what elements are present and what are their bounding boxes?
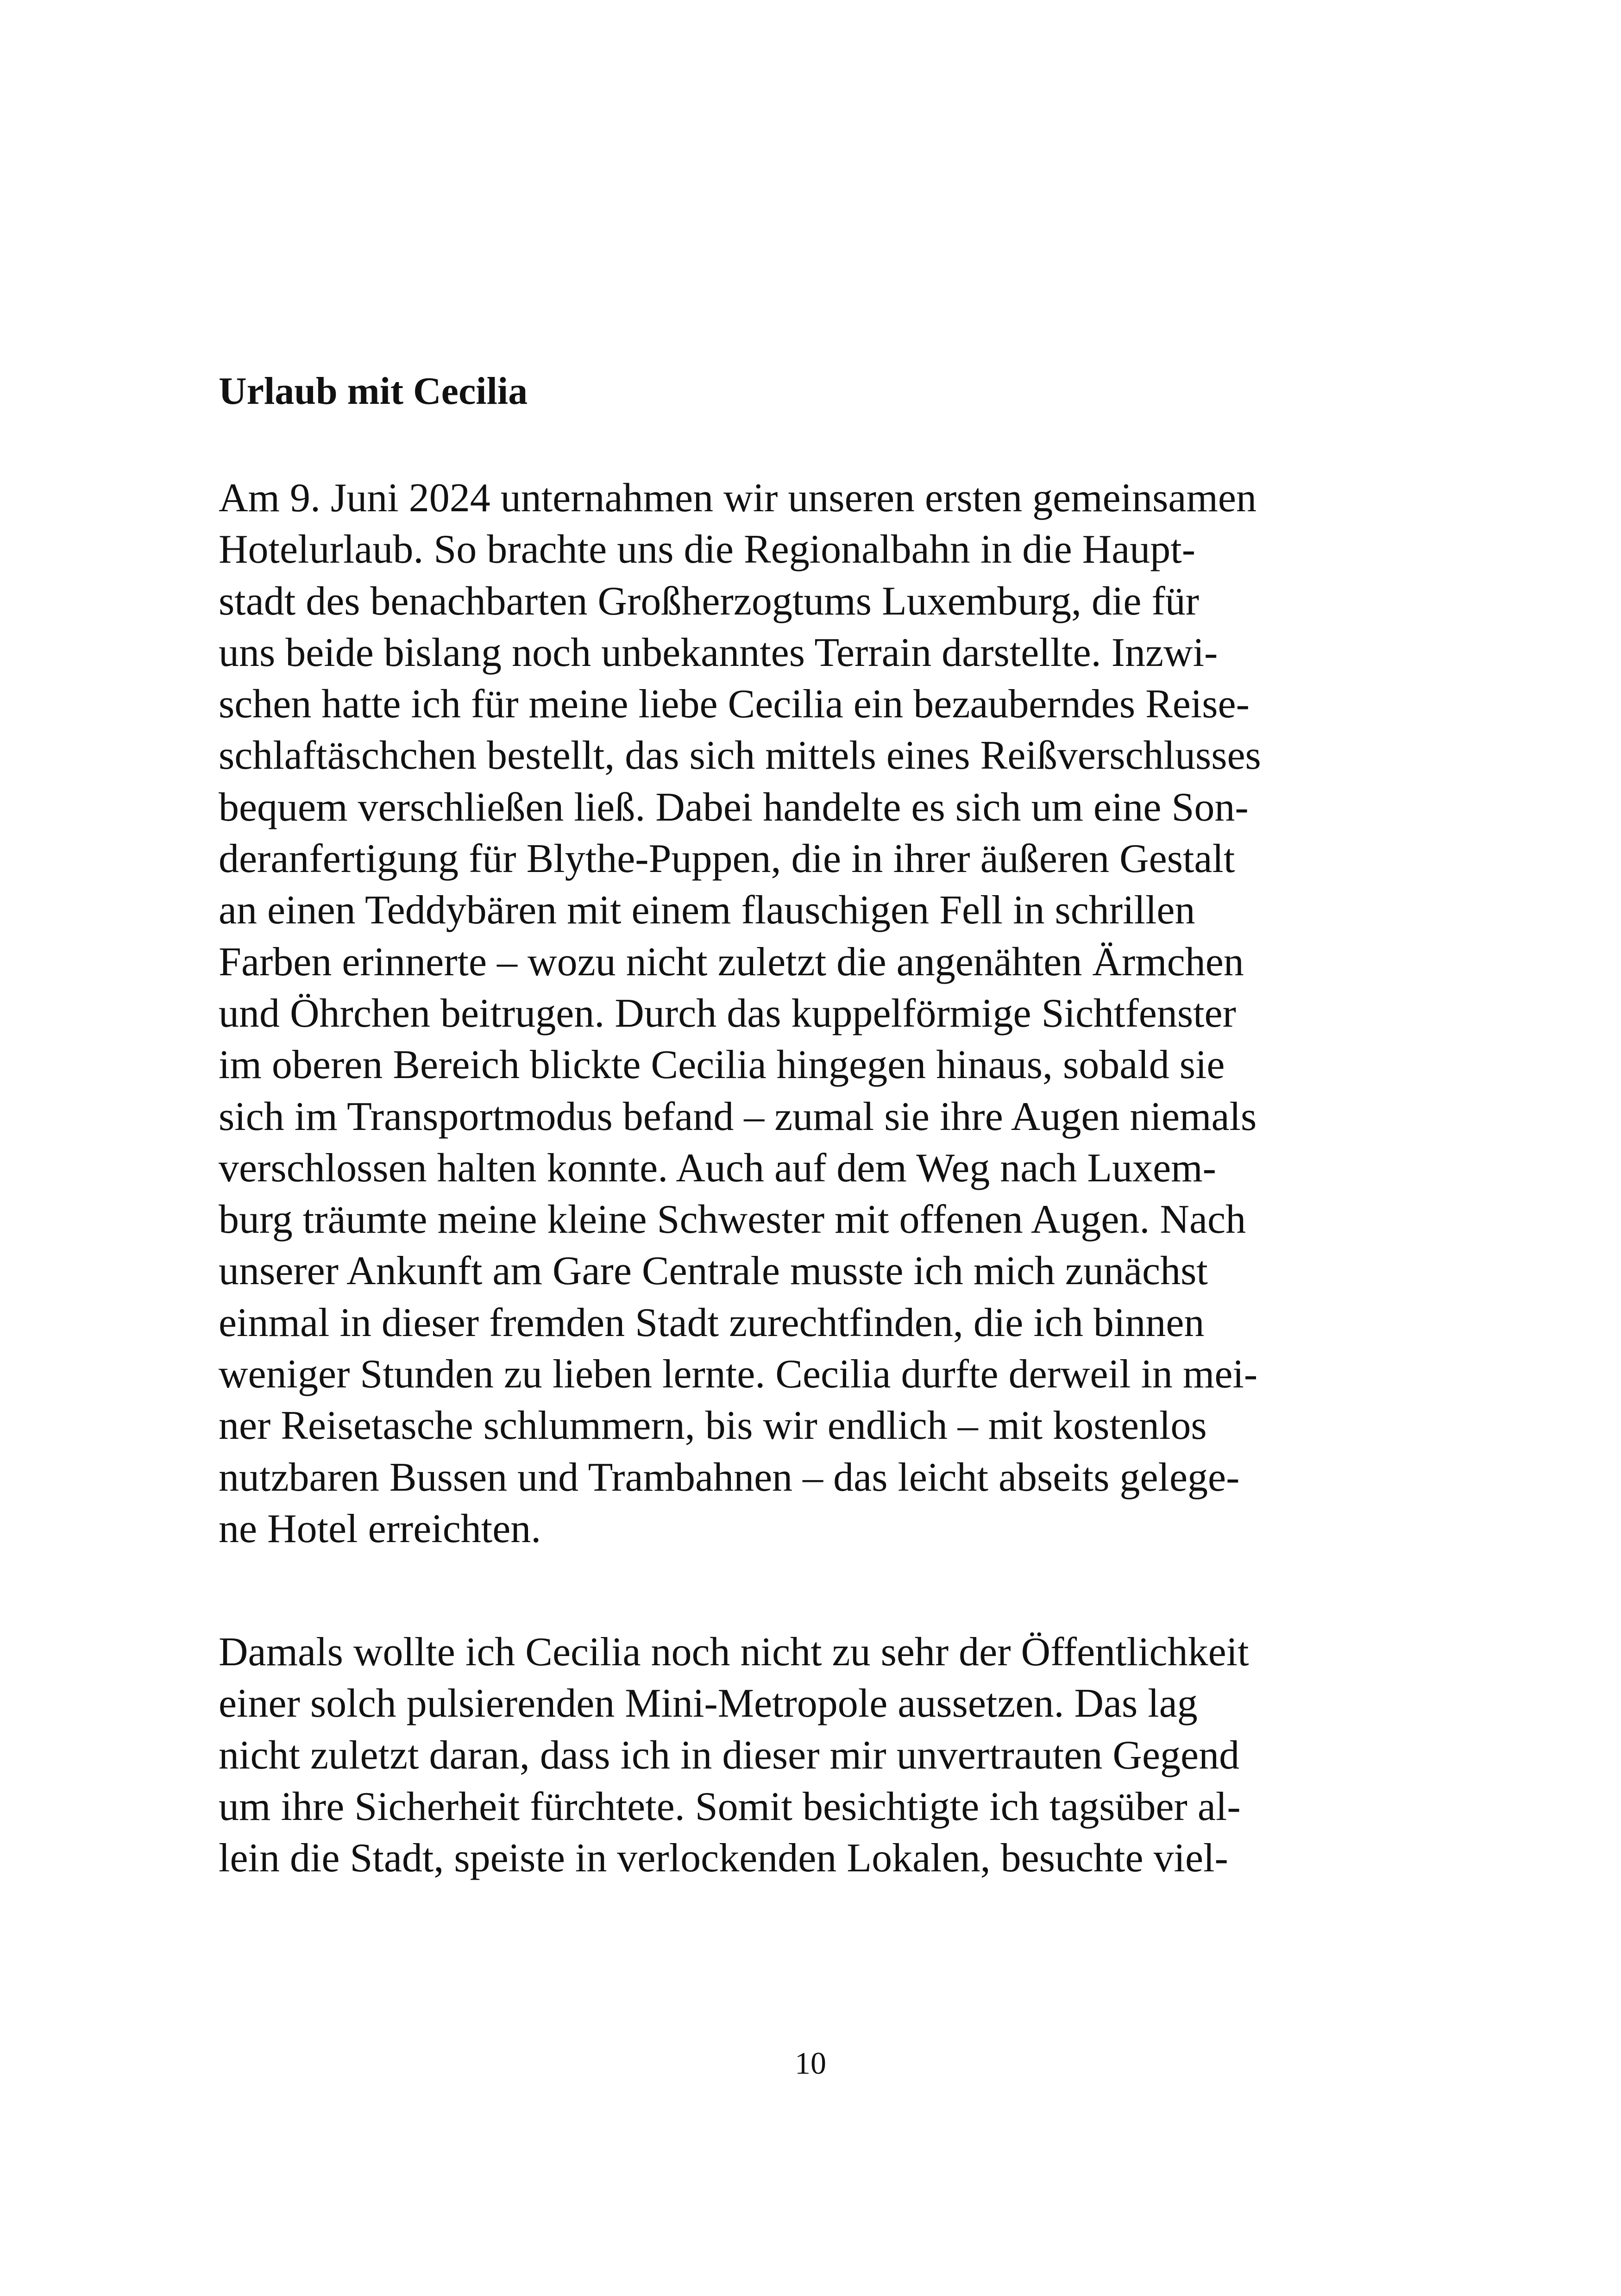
chapter-title: Urlaub mit Cecilia [219, 370, 528, 413]
paragraph-line: uns beide bislang noch unbekanntes Terrain darstellte. Inzwi- [219, 630, 1218, 675]
paragraph-line: schlaftäschchen bestellt, das sich mittels eines Reißverschlusses [219, 733, 1261, 778]
paragraph-line: verschlossen halten konnte. Auch auf dem Weg nach Luxem- [219, 1145, 1216, 1191]
page-number: 10 [795, 2045, 826, 2081]
paragraph-line: nutzbaren Bussen und Trambahnen – das leicht abseits gelege- [219, 1455, 1240, 1500]
paragraph-line: burg träumte meine kleine Schwester mit offenen Augen. Nach [219, 1197, 1246, 1242]
paragraph-line: bequem verschließen ließ. Dabei handelte es sich um eine Son- [219, 784, 1249, 830]
paragraph-line: um ihre Sicherheit fürchtete. Somit besichtigte ich tagsüber al- [219, 1784, 1241, 1829]
paragraph-1 [219, 472, 1423, 1555]
paragraph-line: sich im Transportmodus befand – zumal sie ihre Augen niemals [219, 1094, 1257, 1139]
paragraph-line: Am 9. Juni 2024 unternahmen wir unseren ersten gemeinsamen [219, 476, 1257, 521]
paragraph-line: unserer Ankunft am Gare Centrale musste ich mich zunächst [219, 1248, 1208, 1294]
paragraph-line: an einen Teddybären mit einem flauschigen Fell in schrillen [219, 888, 1195, 933]
paragraph-line: schen hatte ich für meine liebe Cecilia ein bezauberndes Reise- [219, 682, 1250, 727]
paragraph-line: ner Reisetasche schlummern, bis wir endlich – mit kostenlos [219, 1403, 1207, 1449]
paragraph-line: stadt des benachbarten Großherzogtums Luxemburg, die für [219, 578, 1200, 624]
paragraph-line: im oberen Bereich blickte Cecilia hingegen hinaus, sobald sie [219, 1042, 1225, 1088]
paragraph-line: Farben erinnerte – wozu nicht zuletzt die angenähten Ärmchen [219, 939, 1244, 985]
paragraph-line: einer solch pulsierenden Mini-Metropole aussetzen. Das lag [219, 1681, 1198, 1726]
paragraph-line: und Öhrchen beitrugen. Durch das kuppelförmige Sichtfenster [219, 991, 1236, 1036]
paragraph-line: einmal in dieser fremden Stadt zurechtfinden, die ich binnen [219, 1300, 1205, 1345]
paragraph-line: lein die Stadt, speiste in verlockenden Lokalen, besuchte viel- [219, 1836, 1228, 1881]
paragraph-line: Damals wollte ich Cecilia noch nicht zu sehr der Öffentlichkeit [219, 1630, 1249, 1675]
paragraph-line: nicht zuletzt daran, dass ich in dieser mir unvertrauten Gegend [219, 1732, 1240, 1778]
paragraph-line: Hotelurlaub. So brachte uns die Regionalbahn in die Haupt- [219, 527, 1196, 572]
paragraph-2 [219, 1626, 1423, 1884]
paragraph-line: deranfertigung für Blythe-Puppen, die in ihrer äußeren Gestalt [219, 836, 1235, 882]
paragraph-line: weniger Stunden zu lieben lernte. Cecilia durfte derweil in mei- [219, 1352, 1258, 1397]
paragraph-line: ne Hotel erreichten. [219, 1506, 541, 1551]
